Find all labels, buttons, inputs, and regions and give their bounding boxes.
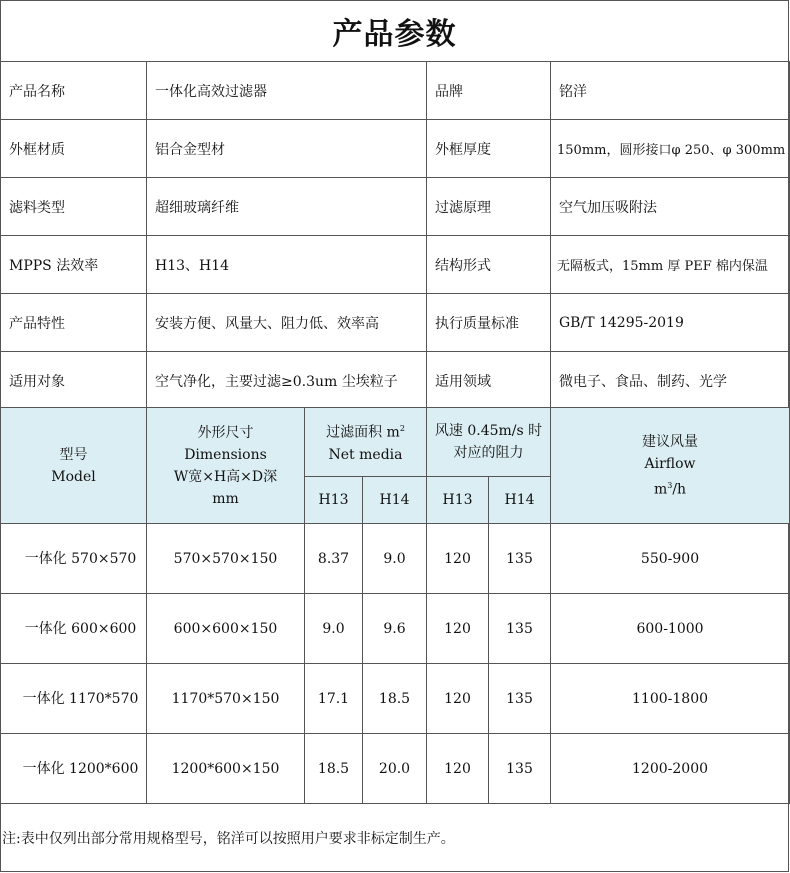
model-cell: 一体化 570×570 bbox=[1, 524, 147, 594]
spec-value: GB/T 14295-2019 bbox=[551, 294, 790, 352]
area-h14-cell: 9.0 bbox=[363, 524, 427, 594]
airflow-header-en: Airflow bbox=[644, 455, 696, 472]
area-h13-header: H13 bbox=[305, 477, 363, 524]
spec-row bbox=[1, 352, 790, 410]
spec-key: 产品名称 bbox=[1, 62, 147, 120]
airflow-header-cn: 建议风量 bbox=[642, 433, 699, 450]
model-cell: 一体化 600×600 bbox=[1, 594, 147, 664]
table-row bbox=[1, 524, 790, 594]
resistance-h13-cell: 120 bbox=[427, 734, 489, 804]
spec-key: 结构形式 bbox=[427, 236, 551, 294]
spec-value: 超细玻璃纤维 bbox=[147, 178, 427, 236]
area-h13-cell: 9.0 bbox=[305, 594, 363, 664]
dimensions-header-en: Dimensions bbox=[184, 446, 267, 463]
spec-value: 铝合金型材 bbox=[147, 120, 427, 178]
spec-value: H13、H14 bbox=[147, 236, 427, 294]
table-row bbox=[1, 664, 790, 734]
area-header-cn: 过滤面积 m bbox=[326, 424, 400, 441]
airflow-cell: 1200-2000 bbox=[551, 734, 790, 804]
spec-value: 空气加压吸附法 bbox=[551, 178, 790, 236]
spec-key: 适用对象 bbox=[1, 352, 147, 410]
area-h14-cell: 20.0 bbox=[363, 734, 427, 804]
area-h14-header: H14 bbox=[363, 477, 427, 524]
area-header-en: Net media bbox=[328, 446, 403, 463]
spec-row bbox=[1, 62, 790, 120]
area-h13-cell: 8.37 bbox=[305, 524, 363, 594]
airflow-header bbox=[551, 408, 790, 524]
dimension-cell: 1200*600×150 bbox=[147, 734, 305, 804]
spec-value: 150mm，圆形接口φ 250、φ 300mm bbox=[551, 120, 790, 178]
resistance-h14-cell: 135 bbox=[489, 664, 551, 734]
spec-key: 外框厚度 bbox=[427, 120, 551, 178]
airflow-header-unit: m bbox=[653, 481, 668, 498]
spec-key: 产品特性 bbox=[1, 294, 147, 352]
spec-row bbox=[1, 294, 790, 352]
dimension-cell: 570×570×150 bbox=[147, 524, 305, 594]
spec-key: 外框材质 bbox=[1, 120, 147, 178]
spec-key: MPPS 法效率 bbox=[1, 236, 147, 294]
spec-key: 适用领域 bbox=[427, 352, 551, 410]
resistance-h14-header: H14 bbox=[489, 477, 551, 524]
resistance-h13-header: H13 bbox=[427, 477, 489, 524]
dimensions-header bbox=[147, 408, 305, 524]
spec-key: 品牌 bbox=[427, 62, 551, 120]
area-h14-cell: 18.5 bbox=[363, 664, 427, 734]
page-title: 产品参数 bbox=[0, 0, 789, 62]
model-header-en: Model bbox=[51, 468, 96, 485]
model-cell: 一体化 1170*570 bbox=[1, 664, 147, 734]
spec-table bbox=[0, 61, 790, 410]
spec-key: 过滤原理 bbox=[427, 178, 551, 236]
airflow-cell: 1100-1800 bbox=[551, 664, 790, 734]
model-table-header bbox=[1, 408, 790, 477]
spec-row bbox=[1, 236, 790, 294]
spec-value: 微电子、食品、制药、光学 bbox=[551, 352, 790, 410]
spec-value: 安装方便、风量大、阻力低、效率高 bbox=[147, 294, 427, 352]
spec-row bbox=[1, 178, 790, 236]
resistance-header-line2: 对应的阻力 bbox=[453, 445, 524, 461]
spec-key: 滤料类型 bbox=[1, 178, 147, 236]
airflow-header-sup: 3 bbox=[667, 480, 673, 490]
area-h14-cell: 9.6 bbox=[363, 594, 427, 664]
dimensions-header-sub: W宽×H高×D深 bbox=[173, 468, 278, 485]
resistance-h13-cell: 120 bbox=[427, 664, 489, 734]
resistance-h13-cell: 120 bbox=[427, 594, 489, 664]
dimension-cell: 600×600×150 bbox=[147, 594, 305, 664]
spec-key: 执行质量标准 bbox=[427, 294, 551, 352]
spec-row bbox=[1, 120, 790, 178]
resistance-h14-cell: 135 bbox=[489, 524, 551, 594]
area-header-sup: 2 bbox=[399, 424, 405, 434]
airflow-cell: 600-1000 bbox=[551, 594, 790, 664]
resistance-header-line1: 风速 0.45m/s 时 bbox=[434, 423, 543, 439]
table-row bbox=[1, 594, 790, 664]
resistance-h13-cell: 120 bbox=[427, 524, 489, 594]
resistance-h14-cell: 135 bbox=[489, 594, 551, 664]
spec-value: 铭洋 bbox=[551, 62, 790, 120]
model-table bbox=[0, 407, 790, 804]
resistance-h14-cell: 135 bbox=[489, 734, 551, 804]
area-h13-cell: 17.1 bbox=[305, 664, 363, 734]
footnote: 注:表中仅列出部分常用规格型号，铭洋可以按照用户要求非标定制生产。 bbox=[0, 803, 789, 872]
spec-value: 一体化高效过滤器 bbox=[147, 62, 427, 120]
area-header bbox=[305, 408, 427, 477]
model-header-cn: 型号 bbox=[59, 446, 88, 463]
dimensions-header-unit: mm bbox=[212, 490, 239, 507]
resistance-header bbox=[427, 408, 551, 477]
area-h13-cell: 18.5 bbox=[305, 734, 363, 804]
dimension-cell: 1170*570×150 bbox=[147, 664, 305, 734]
spec-value: 空气净化，主要过滤≥0.3um 尘埃粒子 bbox=[147, 352, 427, 410]
model-header bbox=[1, 408, 147, 524]
airflow-cell: 550-900 bbox=[551, 524, 790, 594]
table-row bbox=[1, 734, 790, 804]
airflow-header-unit2: /h bbox=[672, 481, 687, 498]
spec-value: 无隔板式，15mm 厚 PEF 棉内保温 bbox=[551, 236, 790, 294]
dimensions-header-cn: 外形尺寸 bbox=[197, 424, 254, 441]
model-cell: 一体化 1200*600 bbox=[1, 734, 147, 804]
